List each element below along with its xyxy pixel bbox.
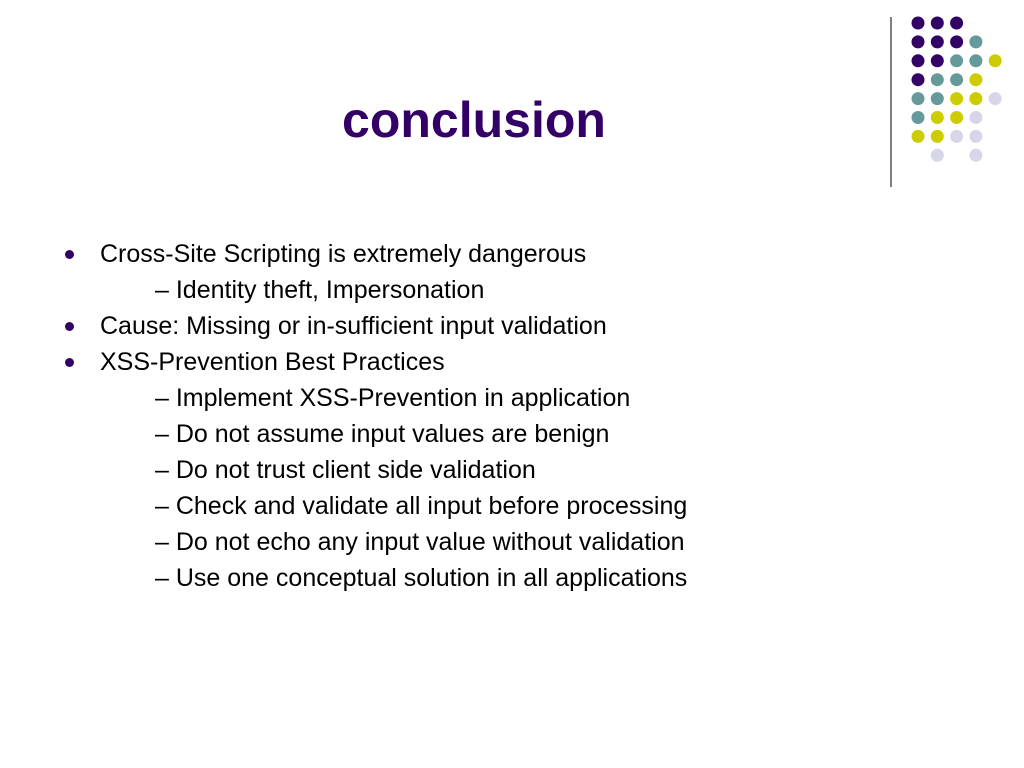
decor-dot [989,54,1002,67]
decor-dot [950,73,963,86]
decor-dot [950,17,963,30]
decor-dot [969,130,982,143]
bullet-item: XSS-Prevention Best Practices [100,348,445,376]
sub-bullet-item: – Do not assume input values are benign [155,420,610,448]
decor-dot [989,92,1002,105]
decor-dot [912,54,925,67]
bullet-icon [65,358,74,367]
sub-bullet-item: – Identity theft, Impersonation [155,276,485,304]
sub-bullet-item: – Do not trust client side validation [155,456,536,484]
decor-dot [969,73,982,86]
bullet-icon [65,322,74,331]
decor-dot [969,54,982,67]
decor-dot [931,17,944,30]
decor-dot [931,54,944,67]
sub-bullet-item: – Do not echo any input value without validation [155,528,685,556]
decor-dot [912,17,925,30]
decor-dot [931,73,944,86]
decor-dot [950,111,963,124]
decor-dot [969,111,982,124]
sub-bullet-item: – Check and validate all input before processing [155,492,688,520]
bullet-item: Cause: Missing or in-sufficient input validation [100,312,607,340]
decor-dot [969,149,982,162]
decor-dot [969,35,982,48]
bullet-icon [65,250,74,259]
decor-dot [950,130,963,143]
decor-dot [912,73,925,86]
bullet-item: Cross-Site Scripting is extremely dangerous [100,240,587,268]
decor-dot [950,35,963,48]
slide-title: conclusion [342,92,606,148]
decor-dot [912,35,925,48]
decor-dot [931,35,944,48]
sub-bullet-item: – Use one conceptual solution in all applications [155,564,688,592]
decor-dot [950,54,963,67]
decor-dot [969,92,982,105]
decor-dot [950,92,963,105]
sub-bullet-item: – Implement XSS-Prevention in application [155,384,631,412]
